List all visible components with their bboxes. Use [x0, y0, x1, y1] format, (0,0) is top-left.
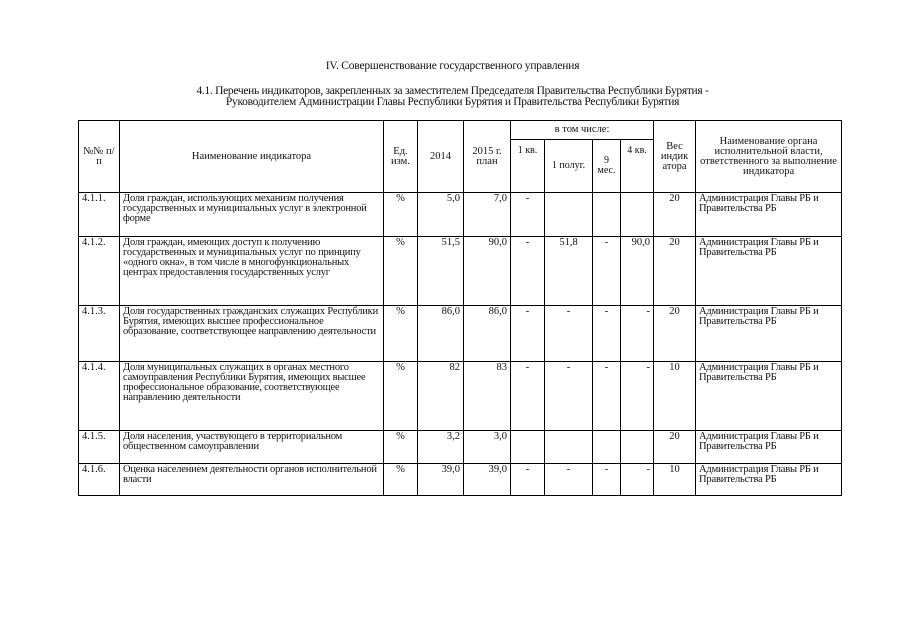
- value-2015-plan: 39,0: [464, 464, 511, 496]
- table-caption: [0, 86, 905, 108]
- table-row: [79, 193, 842, 237]
- table-row: [79, 237, 842, 306]
- caption-line-2: Руководителем Администрации Главы Республики Бурятия и Правительства Республики Бурятия: [225, 96, 680, 108]
- caption-line-1: 4.1. Перечень индикаторов, закрепленных за заместителем Председателя Правительства Республики Бурятия -: [196, 85, 709, 97]
- responsible-org: Администрация Главы РБ и Правительства РБ: [696, 431, 842, 464]
- indicator-weight: 20: [654, 193, 696, 237]
- value-q4: -: [621, 362, 654, 431]
- value-q4: 90,0: [621, 237, 654, 306]
- value-9-months: [593, 193, 621, 237]
- value-9-months: -: [593, 306, 621, 362]
- value-2014: 3,2: [418, 431, 464, 464]
- value-q1: -: [511, 362, 545, 431]
- header-org: Наименование органа исполнительной власти, ответственного за выполнение индикатора: [696, 121, 842, 193]
- responsible-org: Администрация Главы РБ и Правительства РБ: [696, 362, 842, 431]
- row-num: 4.1.3.: [79, 306, 120, 362]
- header-unit: Ед. изм.: [384, 121, 418, 193]
- indicator-weight: 10: [654, 464, 696, 496]
- indicator-name: Доля населения, участвующего в территориальном общественном самоуправлении: [120, 431, 384, 464]
- value-q1: [511, 431, 545, 464]
- unit-cell: %: [384, 306, 418, 362]
- header-num: №№ п/п: [79, 121, 120, 193]
- unit-cell: %: [384, 431, 418, 464]
- value-2015-plan: 83: [464, 362, 511, 431]
- header-weight: Вес индик атора: [654, 121, 696, 193]
- value-q1: -: [511, 193, 545, 237]
- value-q4: [621, 193, 654, 237]
- indicator-name: Доля государственных гражданских служащих Республики Бурятия, имеющих высшее профессиональное образование, соответствующее направлению деятельности: [120, 306, 384, 362]
- header-including: в том числе:: [511, 121, 654, 140]
- value-half-year: -: [545, 362, 593, 431]
- value-9-months: -: [593, 362, 621, 431]
- value-half-year: 51,8: [545, 237, 593, 306]
- value-q1: -: [511, 464, 545, 496]
- value-half-year: -: [545, 306, 593, 362]
- unit-cell: %: [384, 193, 418, 237]
- table-row: [79, 306, 842, 362]
- indicators-table: [78, 120, 842, 496]
- value-2015-plan: 3,0: [464, 431, 511, 464]
- table-row: [79, 431, 842, 464]
- value-2015-plan: 7,0: [464, 193, 511, 237]
- value-half-year: -: [545, 464, 593, 496]
- indicator-name: Доля граждан, использующих механизм получения государственных и муниципальных услуг в электронной форме: [120, 193, 384, 237]
- row-num: 4.1.5.: [79, 431, 120, 464]
- header-name: Наименование индикатора: [120, 121, 384, 193]
- header-2014: 2014: [418, 121, 464, 193]
- header-9-months: 9 мес.: [593, 140, 621, 193]
- indicator-weight: 20: [654, 306, 696, 362]
- row-num: 4.1.6.: [79, 464, 120, 496]
- value-q1: -: [511, 237, 545, 306]
- value-9-months: -: [593, 237, 621, 306]
- value-2014: 5,0: [418, 193, 464, 237]
- value-2014: 39,0: [418, 464, 464, 496]
- indicator-name: Оценка населением деятельности органов исполнительной власти: [120, 464, 384, 496]
- value-q4: [621, 431, 654, 464]
- value-half-year: [545, 193, 593, 237]
- value-2014: 51,5: [418, 237, 464, 306]
- row-num: 4.1.1.: [79, 193, 120, 237]
- table-row: [79, 362, 842, 431]
- row-num: 4.1.2.: [79, 237, 120, 306]
- value-2015-plan: 86,0: [464, 306, 511, 362]
- indicator-weight: 20: [654, 431, 696, 464]
- header-q4: 4 кв.: [621, 140, 654, 193]
- responsible-org: Администрация Главы РБ и Правительства РБ: [696, 193, 842, 237]
- responsible-org: Администрация Главы РБ и Правительства РБ: [696, 237, 842, 306]
- header-half-year: 1 полуг.: [545, 140, 593, 193]
- row-num: 4.1.4.: [79, 362, 120, 431]
- value-2014: 82: [418, 362, 464, 431]
- indicator-weight: 10: [654, 362, 696, 431]
- value-q4: -: [621, 464, 654, 496]
- header-2015-plan: 2015 г. план: [464, 121, 511, 193]
- unit-cell: %: [384, 464, 418, 496]
- indicator-weight: 20: [654, 237, 696, 306]
- responsible-org: Администрация Главы РБ и Правительства РБ: [696, 464, 842, 496]
- value-q4: -: [621, 306, 654, 362]
- indicator-name: Доля муниципальных служащих в органах местного самоуправления Республики Бурятия, имеющих высшее профессиональное образование, соответствующее направлению деятельности: [120, 362, 384, 431]
- value-2014: 86,0: [418, 306, 464, 362]
- value-9-months: [593, 431, 621, 464]
- value-2015-plan: 90,0: [464, 237, 511, 306]
- value-half-year: [545, 431, 593, 464]
- unit-cell: %: [384, 362, 418, 431]
- responsible-org: Администрация Главы РБ и Правительства РБ: [696, 306, 842, 362]
- value-q1: -: [511, 306, 545, 362]
- indicator-name: Доля граждан, имеющих доступ к получению государственных и муниципальных услуг по принципу «одного окна», в том числе в многофункциональных центрах предоставления государственных услуг: [120, 237, 384, 306]
- header-q1: 1 кв.: [511, 140, 545, 193]
- section-title: IV. Совершенствование государственного управления: [325, 60, 580, 72]
- unit-cell: %: [384, 237, 418, 306]
- table-row: [79, 464, 842, 496]
- value-9-months: -: [593, 464, 621, 496]
